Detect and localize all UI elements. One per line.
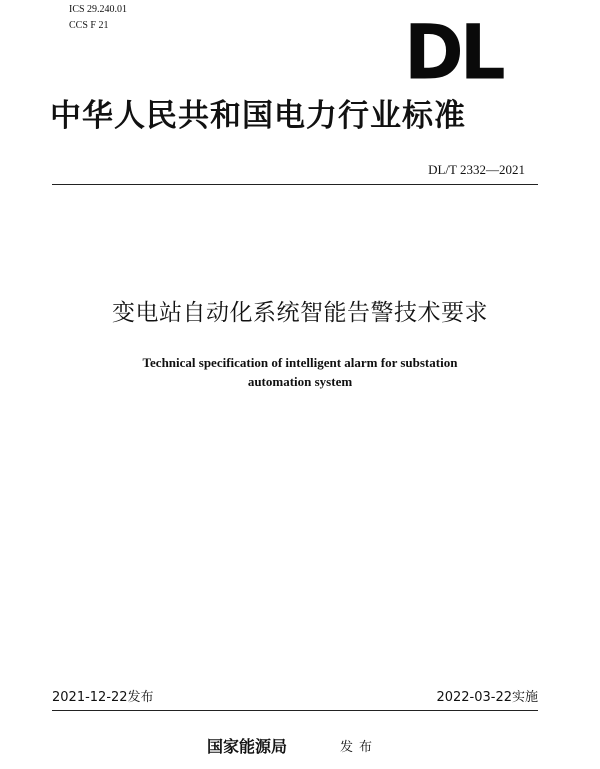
implementation-date: 2022-03-22实施 xyxy=(436,690,538,705)
document-title-english-line2: automation system xyxy=(247,374,353,389)
issuing-authority: 国家能源局 xyxy=(207,737,288,756)
header-divider xyxy=(52,184,538,185)
dl-logo: DL xyxy=(404,8,502,97)
ccs-code: CCS F 21 xyxy=(69,20,109,31)
document-title-chinese: 变电站自动化系统智能告警技术要求 xyxy=(112,300,488,326)
footer-divider xyxy=(52,710,538,711)
standard-number: DL/T 2332—2021 xyxy=(428,162,525,177)
issue-date: 2021-12-22发布 xyxy=(52,690,154,705)
standard-category-title: 中华人民共和国电力行业标准 xyxy=(50,98,466,134)
ics-code: ICS 29.240.01 xyxy=(69,4,128,15)
publish-label: 发布 xyxy=(340,740,379,755)
document-title-english-line1: Technical specification of intelligent alarm for substation xyxy=(142,355,458,370)
